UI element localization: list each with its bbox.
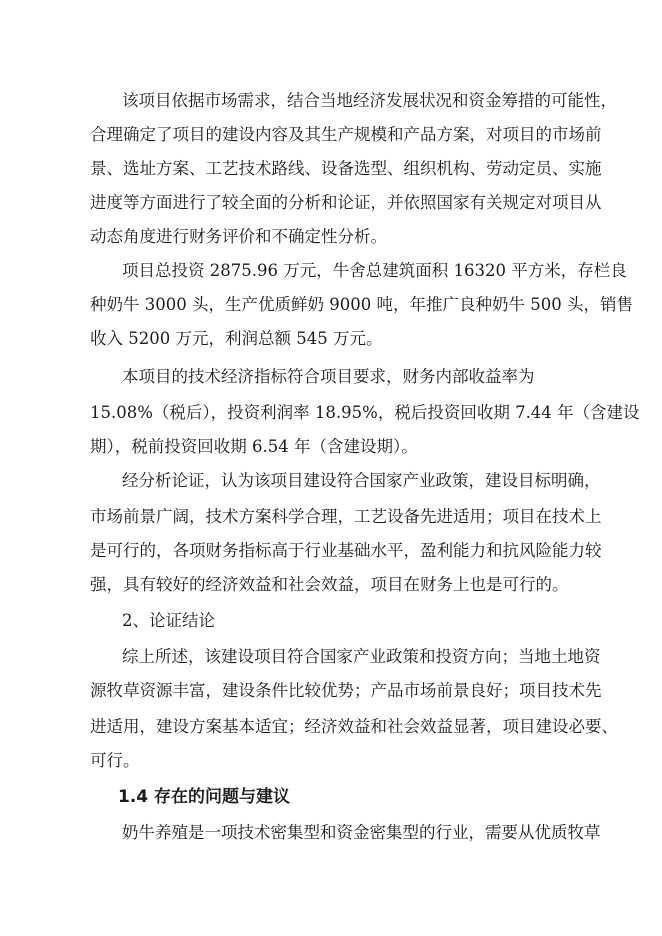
paragraph-2-line-1: 项目总投资 2875.96 万元，牛舍总建筑面积 16320 平方米，存栏良 bbox=[122, 261, 627, 280]
paragraph-5-line-3: 进适用，建设方案基本适宜；经济效益和社会效益显著，项目建设必要、 bbox=[90, 717, 618, 736]
subsection-title: 2、论证结论 bbox=[122, 611, 215, 630]
paragraph-2-line-2: 种奶牛 3000 头，生产优质鲜奶 9000 吨，年推广良种奶牛 500 头，销售 bbox=[90, 295, 633, 314]
paragraph-5-line-4: 可行。 bbox=[90, 751, 140, 770]
paragraph-4-line-1: 经分析论证，认为该项目建设符合国家产业政策，建设目标明确， bbox=[122, 471, 601, 490]
section-heading: 1.4 存在的问题与建议 bbox=[118, 787, 291, 807]
paragraph-1-line-3: 景、选址方案、工艺技术路线、设备选型、组织机构、劳动定员、实施 bbox=[90, 159, 602, 178]
paragraph-4-line-2: 市场前景广阔，技术方案科学合理，工艺设备先进适用；项目在技术上 bbox=[90, 507, 602, 526]
paragraph-3-line-3: 期），税前投资回收期 6.54 年（含建设期）。 bbox=[90, 437, 418, 456]
paragraph-1-line-5: 动态角度进行财务评价和不确定性分析。 bbox=[90, 227, 387, 246]
paragraph-4-line-3: 是可行的，各项财务指标高于行业基础水平，盈利能力和抗风险能力较 bbox=[90, 541, 602, 560]
paragraph-1-line-2: 合理确定了项目的建设内容及其生产规模和产品方案，对项目的市场前 bbox=[90, 125, 602, 144]
paragraph-3-line-2: 15.08%（税后），投资利润率 18.95%，税后投资回收期 7.44 年（含建设 bbox=[90, 403, 640, 422]
paragraph-5-line-2: 源牧草资源丰富，建设条件比较优势；产品市场前景良好；项目技术先 bbox=[90, 681, 602, 700]
paragraph-5-line-1: 综上所述，该建设项目符合国家产业政策和投资方向；当地土地资 bbox=[122, 647, 601, 666]
paragraph-4-line-4: 强，具有较好的经济效益和社会效益，项目在财务上也是可行的。 bbox=[90, 575, 569, 594]
paragraph-1-line-4: 进度等方面进行了较全面的分析和论证，并依照国家有关规定对项目从 bbox=[90, 193, 602, 212]
paragraph-1-line-1: 该项目依据市场需求，结合当地经济发展状况和资金筹措的可能性， bbox=[122, 91, 617, 110]
paragraph-3-line-1: 本项目的技术经济指标符合项目要求，财务内部收益率为 bbox=[122, 367, 535, 386]
paragraph-2-line-3: 收入 5200 万元，利润总额 545 万元。 bbox=[90, 329, 383, 348]
paragraph-6-line-1: 奶牛养殖是一项技术密集型和资金密集型的行业，需要从优质牧草 bbox=[122, 823, 601, 842]
